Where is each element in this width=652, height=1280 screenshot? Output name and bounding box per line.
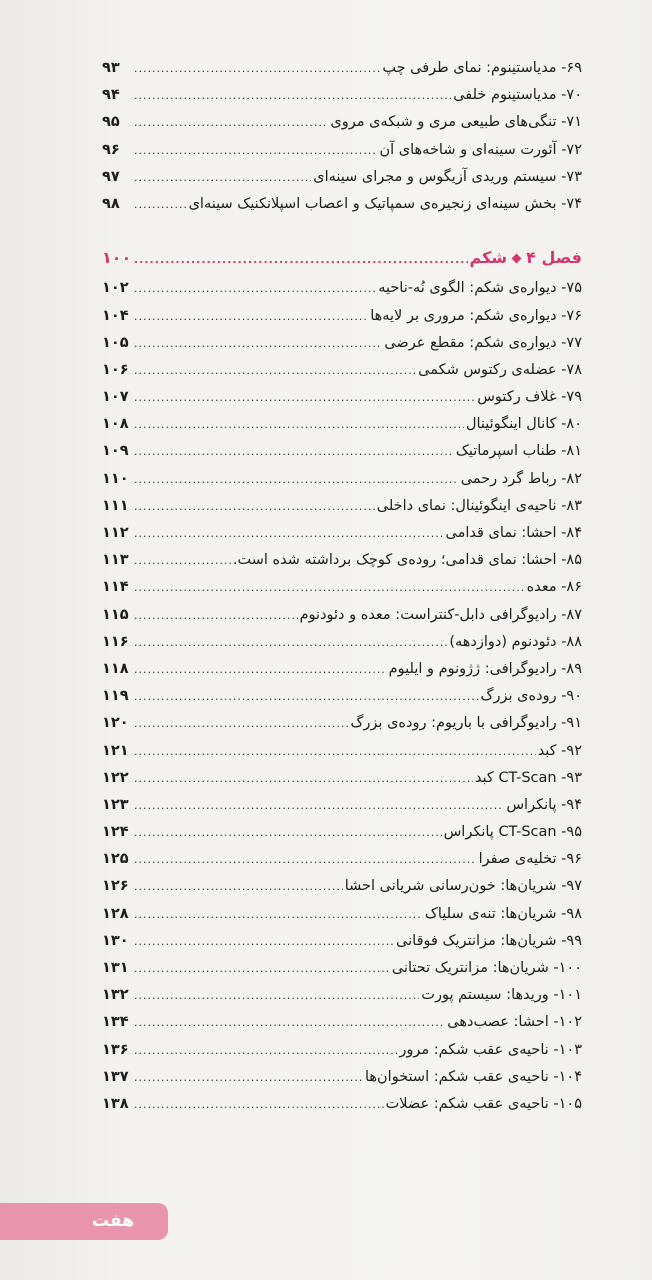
toc-entry-title: ۷۳- سیستم وریدی آزیگوس و مجرای سینه‌ای	[313, 168, 582, 185]
toc-entry-page-number: ۱۲۱	[102, 742, 129, 759]
toc-entry-page-number: ۱۰۹	[102, 443, 129, 460]
toc-entry-page-number: ۱۲۴	[102, 824, 129, 841]
toc-dot-leader	[134, 82, 451, 109]
toc-dot-leader	[134, 602, 298, 629]
toc-entry-title: ۶۹- مدیاستینوم: نمای طرفی چپ	[382, 60, 582, 76]
chapter-page-number: ۱۰۰	[102, 248, 132, 268]
toc-entry-page-number: ۱۳۷	[102, 1068, 129, 1085]
toc-entry-title: ۷۰- مدیاستینوم خلفی	[453, 87, 582, 104]
toc-entry-title: ۸۶- معده	[526, 579, 582, 596]
footer-page-label: هفت	[92, 1211, 135, 1231]
toc-entry-page-number: ۱۳۶	[102, 1041, 129, 1058]
toc-dot-leader	[134, 1091, 384, 1118]
toc-entry-title: ۹۸- شریان‌ها: تنه‌ی سلیاک	[424, 905, 582, 922]
toc-entry-title: ۸۰- کانال اینگوئینال	[465, 416, 582, 433]
toc-entry	[102, 330, 582, 357]
toc-entry	[102, 466, 582, 493]
footer-page-tab	[0, 1203, 168, 1240]
toc-entry	[102, 191, 582, 218]
toc-entry-title: ۷۵- دیواره‌ی شکم: الگوی نُه-ناحیه	[378, 280, 582, 297]
chapter-heading	[102, 244, 582, 271]
toc-entry-page-number: ۱۲۲	[102, 769, 129, 786]
toc-entry-page-number: ۱۳۴	[102, 1014, 129, 1031]
toc-dot-leader	[134, 955, 390, 982]
toc-entry	[102, 982, 582, 1009]
toc-entry	[102, 738, 582, 765]
toc-entry-page-number: ۱۱۲	[102, 525, 129, 541]
toc-entry-page-number: ۱۰۶	[102, 361, 129, 378]
toc-entry-page-number: ۱۲۸	[102, 905, 129, 922]
toc-entry-title: ۸۲- رباط گرد رحمی	[460, 470, 582, 487]
toc-entry	[102, 846, 582, 873]
toc-entry-page-number: ۱۱۰	[102, 470, 129, 487]
toc-dot-leader	[134, 1064, 363, 1091]
toc-entry-page-number: ۱۱۹	[102, 688, 129, 705]
chapter-name: شکم	[469, 248, 508, 268]
toc-entry	[102, 1037, 582, 1064]
toc-entry	[102, 1064, 582, 1091]
toc-entry-page-number: ۱۲۵	[102, 851, 129, 868]
toc-entry-title: ۷۹- غلاف رکتوس	[477, 389, 582, 406]
chapter-dot-leader	[134, 246, 468, 273]
toc-entry-title: ۸۹- رادیوگرافی: ژژونوم و ایلیوم	[388, 660, 582, 677]
toc-entry	[102, 411, 582, 438]
toc-entry-page-number: ۱۳۲	[102, 987, 129, 1004]
toc-dot-leader	[134, 1009, 445, 1036]
toc-entry-title: ۱۰۴- ناحیه‌ی عقب شکم: استخوان‌ها	[364, 1068, 582, 1085]
toc-entry-title: ۹۶- تخلیه‌ی صفرا	[478, 851, 582, 868]
toc-entry	[102, 574, 582, 601]
toc-entry	[102, 275, 582, 302]
toc-entry	[102, 683, 582, 710]
toc-dot-leader	[134, 55, 380, 82]
toc-dot-leader	[134, 710, 348, 737]
toc-entry-title: ۹۰- روده‌ی بزرگ	[480, 688, 582, 705]
toc-entry-title: ۷۶- دیواره‌ی شکم: مروری بر لایه‌ها	[370, 307, 582, 324]
toc-dot-leader	[134, 873, 343, 900]
toc-entry-title: ۸۴- احشا: نمای قدامی	[445, 525, 582, 541]
toc-dot-leader	[134, 411, 464, 438]
toc-entry	[102, 656, 582, 683]
toc-entry	[102, 547, 582, 574]
toc-entry-page-number: ۱۲۶	[102, 878, 129, 895]
toc-dot-leader	[134, 357, 416, 384]
chapter-prefix: فصل ۴	[526, 248, 582, 268]
toc-entry-title: ۹۵- CT-Scan پانکراس	[443, 824, 582, 841]
chapter-diamond-icon	[512, 254, 522, 264]
toc-entry	[102, 901, 582, 928]
toc-dot-leader	[134, 109, 328, 136]
toc-entry	[102, 137, 582, 164]
toc-entry	[102, 520, 582, 547]
toc-entry	[102, 955, 582, 982]
toc-entry-title: ۱۰۳- ناحیه‌ی عقب شکم: مرور	[399, 1041, 582, 1058]
toc-entry	[102, 493, 582, 520]
toc-entry-page-number: ۱۲۳	[102, 796, 129, 813]
toc-entry-page-number: ۹۳	[102, 60, 120, 76]
toc-entry	[102, 765, 582, 792]
toc-entry-title: ۹۲- کبد	[537, 742, 582, 759]
toc-entry-page-number: ۹۸	[102, 195, 120, 212]
toc-entry-title: ۷۸- عضله‌ی رکتوس شکمی	[418, 361, 582, 378]
toc-entry	[102, 303, 582, 330]
toc-entry-title: ۹۷- شریان‌ها: خون‌رسانی شریانی احشا	[344, 878, 582, 895]
toc-entry	[102, 1091, 582, 1118]
toc-entry-page-number: ۱۳۱	[102, 960, 129, 976]
toc-dot-leader	[134, 901, 423, 928]
toc-entry-title: ۸۱- طناب اسپرماتیک	[455, 443, 582, 460]
toc-dot-leader	[134, 164, 311, 191]
toc-entry	[102, 357, 582, 384]
toc-entry	[102, 629, 582, 656]
toc-entry-title: ۱۰۱- وریدها: سیستم پورت	[421, 987, 582, 1004]
toc-dot-leader	[134, 765, 473, 792]
toc-entry	[102, 1009, 582, 1036]
toc-entry-page-number: ۹۶	[102, 141, 120, 158]
toc-entry-title: ۸۸- دئودنوم (دوازدهه)	[449, 633, 582, 650]
toc-dot-leader	[134, 330, 382, 357]
toc-dot-leader	[134, 656, 387, 683]
toc-entry-title: ۷۴- بخش سینه‌ای زنجیره‌ی سمپاتیک و اعصاب اسپلانکنیک سینه‌ای	[188, 195, 582, 212]
toc-dot-leader	[134, 819, 442, 846]
toc-entry	[102, 792, 582, 819]
toc-entry-title: ۱۰۵- ناحیه‌ی عقب شکم: عضلات	[385, 1095, 582, 1112]
toc-entry-page-number: ۱۱۱	[102, 497, 129, 514]
toc-entry-title: ۱۰۲- احشا: عصب‌دهی	[447, 1014, 582, 1031]
toc-dot-leader	[134, 846, 477, 873]
toc-entry-title: ۹۱- رادیوگرافی با باریوم: روده‌ی بزرگ	[350, 715, 582, 732]
toc-dot-leader	[134, 982, 419, 1009]
toc-entry	[102, 819, 582, 846]
toc-entry-title: ۹۴- پانکراس	[506, 796, 582, 813]
toc-entry-title: ۸۵- احشا: نمای قدامی؛ روده‌ی کوچک برداشته شده است.	[232, 552, 582, 569]
toc-entry-page-number: ۱۰۷	[102, 389, 129, 406]
toc-dot-leader	[134, 738, 536, 765]
toc-dot-leader	[134, 792, 504, 819]
toc-entry	[102, 873, 582, 900]
toc-dot-leader	[134, 683, 479, 710]
toc-entry-title: ۹۹- شریان‌ها: مزانتریک فوقانی	[396, 932, 582, 949]
toc-dot-leader	[134, 928, 394, 955]
toc-entry-page-number: ۱۱۵	[102, 606, 129, 623]
toc-entry-page-number: ۱۰۸	[102, 416, 129, 433]
toc-entry-title: ۷۷- دیواره‌ی شکم: مقطع عرضی	[384, 334, 582, 351]
toc-dot-leader	[134, 493, 375, 520]
toc-entry-page-number: ۱۱۸	[102, 660, 129, 677]
toc-entry-title: ۷۱- تنگی‌های طبیعی مری و شبکه‌ی مروی	[330, 114, 582, 131]
toc-entry-page-number: ۱۳۰	[102, 932, 129, 949]
toc-dot-leader	[134, 191, 187, 218]
toc-entry-page-number: ۱۳۸	[102, 1095, 129, 1112]
toc-entry-page-number: ۱۱۶	[102, 633, 129, 650]
toc-entry-page-number: ۱۰۴	[102, 307, 129, 324]
toc-section-top	[102, 55, 582, 218]
toc-entry	[102, 384, 582, 411]
table-of-contents	[102, 55, 582, 1118]
toc-dot-leader	[134, 275, 376, 302]
toc-dot-leader	[134, 384, 475, 411]
toc-entry	[102, 710, 582, 737]
toc-entry-title: ۸۷- رادیوگرافی دابل-کنتراست: معده و دئودنوم	[299, 606, 582, 623]
toc-entry-page-number: ۹۴	[102, 87, 120, 104]
toc-entry	[102, 164, 582, 191]
toc-dot-leader	[134, 303, 368, 330]
toc-entry	[102, 602, 582, 629]
toc-dot-leader	[134, 629, 447, 656]
toc-entry-title: ۸۳- ناحیه‌ی اینگوئینال: نمای داخلی	[376, 497, 582, 514]
toc-entry-page-number: ۱۰۵	[102, 334, 129, 351]
toc-dot-leader	[134, 547, 231, 574]
toc-entry-page-number: ۱۰۲	[102, 280, 129, 297]
toc-entry	[102, 82, 582, 109]
toc-entry-title: ۱۰۰- شریان‌ها: مزانتریک تحتانی	[391, 960, 582, 976]
toc-entry-page-number: ۱۱۳	[102, 552, 129, 569]
toc-entry-title: ۷۲- آئورت سینه‌ای و شاخه‌های آن	[379, 141, 582, 158]
toc-entry-page-number: ۹۵	[102, 114, 120, 131]
toc-dot-leader	[134, 1037, 397, 1064]
toc-entry-page-number: ۱۲۰	[102, 715, 129, 732]
toc-dot-leader	[134, 520, 444, 547]
toc-dot-leader	[134, 438, 454, 465]
toc-entry-page-number: ۱۱۴	[102, 579, 129, 596]
toc-dot-leader	[134, 466, 459, 493]
toc-entry-title: ۹۳- CT-Scan کبد	[474, 769, 582, 786]
chapter-title	[470, 244, 582, 271]
toc-dot-leader	[134, 137, 377, 164]
toc-section-bottom	[102, 275, 582, 1118]
toc-entry	[102, 928, 582, 955]
toc-entry	[102, 109, 582, 136]
toc-entry-page-number: ۹۷	[102, 168, 120, 185]
toc-entry	[102, 55, 582, 82]
toc-dot-leader	[134, 574, 525, 601]
toc-entry	[102, 438, 582, 465]
